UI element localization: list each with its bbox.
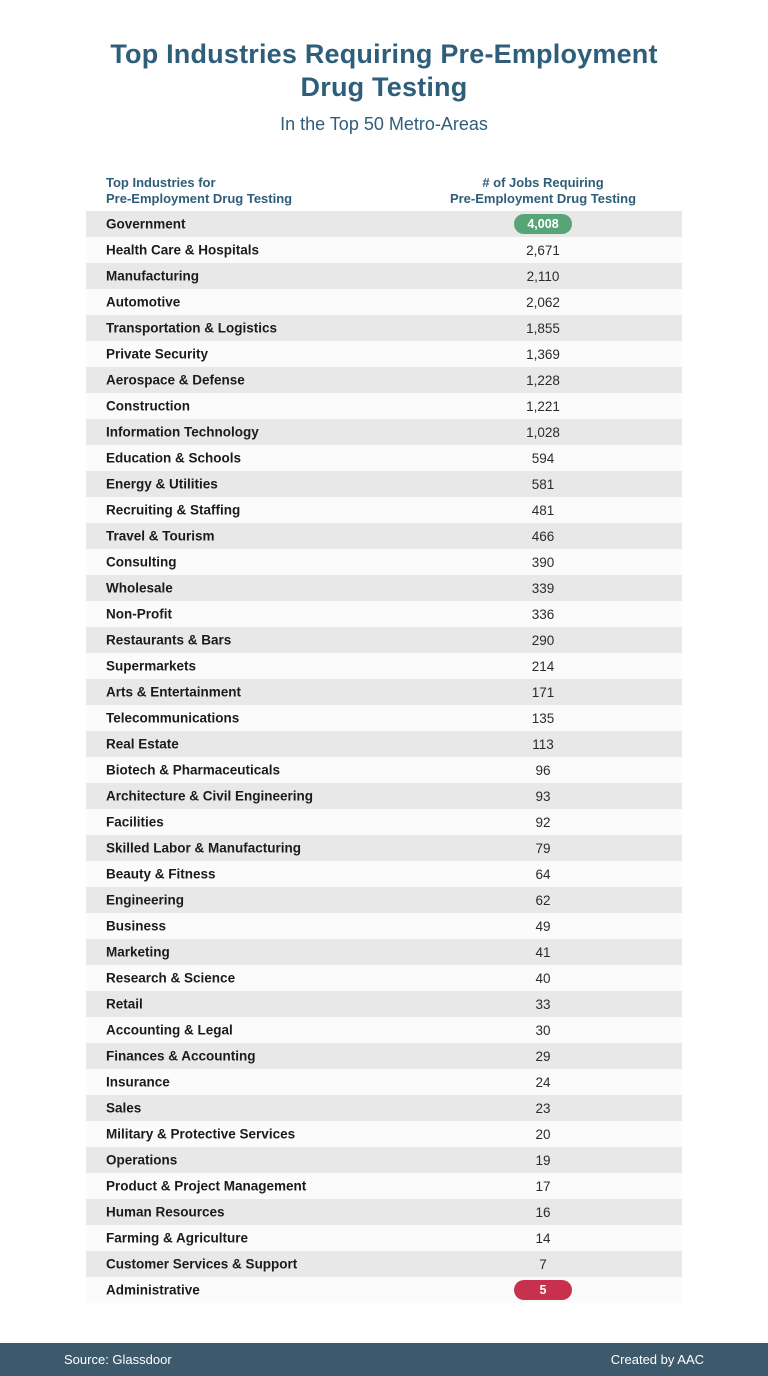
- job-count-value: 41: [535, 944, 551, 960]
- industry-label: Product & Project Management: [106, 1178, 307, 1194]
- industry-label: Farming & Agriculture: [106, 1230, 249, 1246]
- job-count-value: 92: [535, 814, 551, 830]
- industry-label: Finances & Accounting: [106, 1048, 256, 1064]
- table-row: [86, 1147, 682, 1173]
- table-row: [86, 523, 682, 549]
- footer-bar: [0, 1343, 768, 1376]
- industry-label: Real Estate: [106, 736, 179, 752]
- footer-source: Source: Glassdoor: [64, 1352, 172, 1367]
- industry-label: Research & Science: [106, 970, 236, 986]
- industry-label: Supermarkets: [106, 658, 197, 674]
- table-row: [86, 913, 682, 939]
- job-count-value: 1,028: [526, 424, 560, 440]
- industry-label: Retail: [106, 996, 143, 1012]
- table-row: [86, 289, 682, 315]
- table-row: [86, 679, 682, 705]
- job-count-value: 594: [531, 450, 555, 466]
- industry-label: Beauty & Fitness: [106, 866, 216, 882]
- industry-label: Architecture & Civil Engineering: [106, 788, 314, 804]
- industry-label: Marketing: [106, 944, 170, 960]
- job-count-value: 20: [535, 1126, 551, 1142]
- job-count-value: 1,855: [526, 320, 560, 336]
- industry-label: Accounting & Legal: [106, 1022, 233, 1038]
- table-row: [86, 1095, 682, 1121]
- table-row: [86, 1043, 682, 1069]
- footer-credit: Created by AAC: [610, 1352, 704, 1367]
- table-body: [86, 211, 682, 1303]
- job-count-value: 466: [531, 528, 555, 544]
- table-row: [86, 419, 682, 445]
- job-count-value: 93: [535, 788, 551, 804]
- table-row: [86, 1069, 682, 1095]
- table-row: [86, 1251, 682, 1277]
- industry-label: Customer Services & Support: [106, 1256, 298, 1272]
- industry-label: Facilities: [106, 814, 164, 830]
- industry-label: Skilled Labor & Manufacturing: [106, 840, 302, 856]
- table-row: [86, 1199, 682, 1225]
- table-row: [86, 757, 682, 783]
- job-count-value: 16: [535, 1204, 551, 1220]
- job-count-value: [468, 211, 618, 237]
- job-count-value: 390: [531, 554, 555, 570]
- industry-label: Education & Schools: [106, 450, 242, 466]
- table-row: [86, 445, 682, 471]
- table-row: [86, 809, 682, 835]
- industry-label: Non-Profit: [106, 606, 172, 622]
- industry-label: Telecommunications: [106, 710, 240, 726]
- table-row: [86, 731, 682, 757]
- table-header: [86, 175, 682, 207]
- table-row: [86, 367, 682, 393]
- job-count-value: 2,110: [526, 268, 560, 284]
- table-row: [86, 835, 682, 861]
- job-count-value: 1,369: [526, 346, 560, 362]
- page-title-line2: Drug Testing: [300, 72, 468, 102]
- job-count-value: 7: [539, 1256, 547, 1272]
- table-container: [86, 175, 682, 1303]
- table-row: [86, 315, 682, 341]
- column-header-job-count: # of Jobs Requiring Pre-Employment Drug Testing: [449, 175, 637, 206]
- industry-label: Engineering: [106, 892, 185, 908]
- industry-label: Information Technology: [106, 424, 259, 440]
- table-row: [86, 939, 682, 965]
- industry-label: Restaurants & Bars: [106, 632, 232, 648]
- job-count-value: 214: [531, 658, 555, 674]
- job-count-value: 581: [531, 476, 555, 492]
- job-count-value: 79: [535, 840, 551, 856]
- industry-label: Travel & Tourism: [106, 528, 215, 544]
- job-count-value: 113: [532, 736, 554, 752]
- job-count-value: 96: [535, 762, 551, 778]
- industry-label: Automotive: [106, 294, 181, 310]
- max-value-badge: 4,008: [514, 214, 572, 234]
- industry-label: Wholesale: [106, 580, 173, 596]
- industry-label: Consulting: [106, 554, 177, 570]
- table-row: [86, 705, 682, 731]
- table-row: [86, 211, 682, 237]
- job-count-value: 171: [531, 684, 555, 700]
- job-count-value: 1,228: [526, 372, 560, 388]
- table-row: [86, 887, 682, 913]
- page-subtitle: In the Top 50 Metro-Areas: [280, 114, 488, 134]
- job-count-value: 135: [531, 710, 555, 726]
- industry-label: Military & Protective Services: [106, 1126, 296, 1142]
- table-row: [86, 1277, 682, 1303]
- table-row: [86, 1121, 682, 1147]
- industry-label: Business: [106, 918, 167, 934]
- industry-label: Health Care & Hospitals: [106, 242, 260, 258]
- industry-label: Private Security: [106, 346, 209, 362]
- job-count-value: 290: [531, 632, 555, 648]
- table-row: [86, 471, 682, 497]
- industry-label: Biotech & Pharmaceuticals: [106, 762, 281, 778]
- table-row: [86, 1173, 682, 1199]
- industry-label: Operations: [106, 1152, 178, 1168]
- industry-label: Administrative: [106, 1282, 200, 1298]
- page-title: [44, 38, 724, 104]
- table-row: [86, 497, 682, 523]
- table-row: [86, 1017, 682, 1043]
- table-row: [86, 965, 682, 991]
- industry-label: Aerospace & Defense: [106, 372, 245, 388]
- table-row: [86, 237, 682, 263]
- column-header-industries: Top Industries for Pre-Employment Drug Testing: [106, 175, 293, 206]
- table-row: [86, 783, 682, 809]
- table-row: [86, 861, 682, 887]
- industry-label: Sales: [106, 1100, 142, 1116]
- job-count-value: 336: [531, 606, 555, 622]
- job-count-value: 2,062: [526, 294, 560, 310]
- min-value-badge: 5: [514, 1280, 572, 1300]
- job-count-value: 481: [531, 502, 555, 518]
- job-count-value: [468, 1277, 618, 1303]
- job-count-value: 1,221: [526, 398, 560, 414]
- job-count-value: 29: [535, 1048, 551, 1064]
- job-count-value: 40: [535, 970, 551, 986]
- job-count-value: 14: [535, 1230, 551, 1246]
- industry-label: Manufacturing: [106, 268, 199, 284]
- table-row: [86, 991, 682, 1017]
- table-row: [86, 263, 682, 289]
- industry-label: Transportation & Logistics: [106, 320, 278, 336]
- job-count-value: 64: [535, 866, 551, 882]
- industry-label: Insurance: [106, 1074, 170, 1090]
- industry-label: Recruiting & Staffing: [106, 502, 241, 518]
- job-count-value: 30: [535, 1022, 551, 1038]
- table-row: [86, 653, 682, 679]
- industry-label: Construction: [106, 398, 190, 414]
- table-row: [86, 601, 682, 627]
- job-count-value: 19: [535, 1152, 551, 1168]
- job-count-value: 24: [535, 1074, 551, 1090]
- job-count-value: 62: [535, 892, 551, 908]
- page-title-line1: Top Industries Requiring Pre-Employment: [110, 39, 658, 69]
- table-row: [86, 549, 682, 575]
- job-count-value: 23: [535, 1100, 551, 1116]
- industry-label: Government: [106, 216, 186, 232]
- industry-label: Human Resources: [106, 1204, 225, 1220]
- job-count-value: 2,671: [526, 242, 560, 258]
- table-row: [86, 627, 682, 653]
- job-count-value: 49: [535, 918, 551, 934]
- industry-label: Arts & Entertainment: [106, 684, 242, 700]
- job-count-value: 33: [535, 996, 551, 1012]
- job-count-value: 339: [531, 580, 555, 596]
- job-count-value: 17: [535, 1178, 551, 1194]
- table-row: [86, 1225, 682, 1251]
- table-row: [86, 575, 682, 601]
- table-row: [86, 341, 682, 367]
- industry-label: Energy & Utilities: [106, 476, 218, 492]
- table-row: [86, 393, 682, 419]
